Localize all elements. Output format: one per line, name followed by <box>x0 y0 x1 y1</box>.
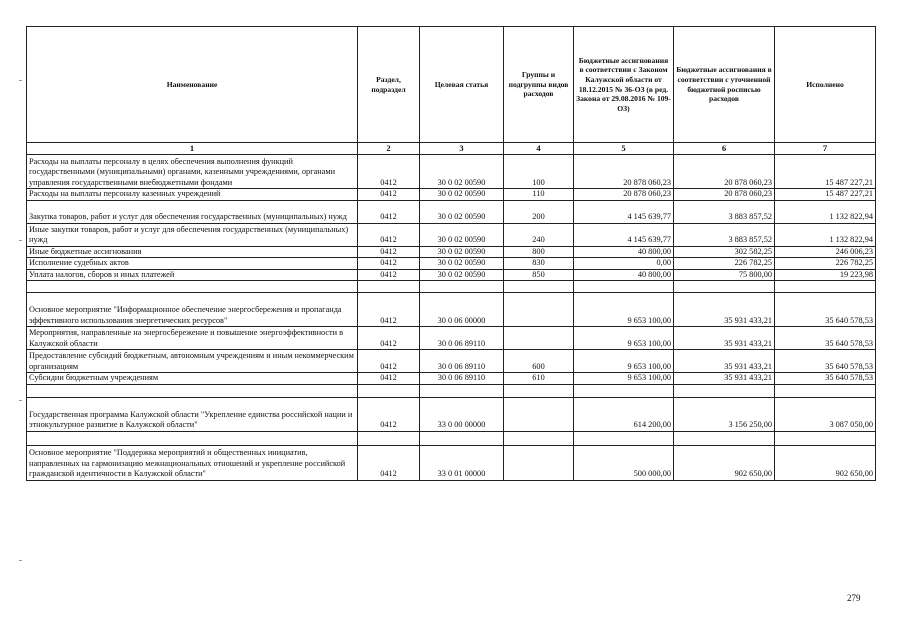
cell-budget-refined: 35 931 433,21 <box>674 293 775 327</box>
cell-name: Расходы на выплаты персоналу в целях обеспечения выполнения функций государственными (муниципальными) органами, казенными учреждениями, органами управления государственными внебюджетными фондами <box>27 155 358 189</box>
cell-executed: 35 640 578,53 <box>775 373 876 385</box>
cell-budget-refined: 3 156 250,00 <box>674 397 775 431</box>
cell-name: Основное мероприятие "Информационное обеспечение энергосбережения и пропаганда эффективного использования энергетических ресурсов" <box>27 293 358 327</box>
cell-budget-refined: 35 931 433,21 <box>674 373 775 385</box>
table-row <box>27 246 876 258</box>
cell-group: 110 <box>504 189 574 201</box>
table-row <box>27 327 876 350</box>
cell-name: Расходы на выплаты персоналу казенных учреждений <box>27 189 358 201</box>
cell-section: 0412 <box>358 293 420 327</box>
cell-executed: 226 782,25 <box>775 258 876 270</box>
cell-executed: 19 223,98 <box>775 269 876 281</box>
cell-section: 0412 <box>358 223 420 246</box>
table-body <box>27 155 876 481</box>
cell-group <box>504 397 574 431</box>
page-number: 279 <box>847 593 861 603</box>
cell-group <box>504 293 574 327</box>
cell-budget-law: 4 145 639,77 <box>574 223 674 246</box>
header-row <box>27 27 876 143</box>
cell-target: 30 0 06 00000 <box>420 293 504 327</box>
cell-target: 30 0 02 00590 <box>420 269 504 281</box>
cell-target: 30 0 02 00590 <box>420 246 504 258</box>
cell-budget-law: 20 878 060,23 <box>574 189 674 201</box>
table-row <box>27 445 876 480</box>
cell-budget-refined: 226 782,25 <box>674 258 775 270</box>
cell-executed: 1 132 822,94 <box>775 223 876 246</box>
header-target: Целевая статья <box>420 27 504 143</box>
cell-group: 100 <box>504 155 574 189</box>
cell-budget-refined: 3 883 857,52 <box>674 223 775 246</box>
cell-section: 0412 <box>358 155 420 189</box>
cell-target: 30 0 06 89110 <box>420 373 504 385</box>
spacer-row <box>27 384 876 397</box>
cell-budget-refined: 3 883 857,52 <box>674 200 775 223</box>
header-name: Наименование <box>27 27 358 143</box>
cell-executed: 15 487 227,21 <box>775 155 876 189</box>
column-number: 1 <box>27 143 358 155</box>
cell-section: 0412 <box>358 350 420 373</box>
cell-executed: 35 640 578,53 <box>775 327 876 350</box>
cell-budget-law: 500 000,00 <box>574 445 674 480</box>
cell-target: 30 0 02 00590 <box>420 200 504 223</box>
cell-budget-law: 614 200,00 <box>574 397 674 431</box>
column-number-row <box>27 143 876 155</box>
cell-budget-law: 4 145 639,77 <box>574 200 674 223</box>
cell-target: 30 0 02 00590 <box>420 155 504 189</box>
column-number: 2 <box>358 143 420 155</box>
cell-budget-refined: 302 582,25 <box>674 246 775 258</box>
column-number: 5 <box>574 143 674 155</box>
cell-budget-refined: 20 878 060,23 <box>674 155 775 189</box>
cell-budget-law: 20 878 060,23 <box>574 155 674 189</box>
cell-executed: 902 650,00 <box>775 445 876 480</box>
table-row <box>27 223 876 246</box>
table-row <box>27 293 876 327</box>
margin-mark <box>19 560 22 561</box>
table-row <box>27 200 876 223</box>
cell-group: 830 <box>504 258 574 270</box>
header-group: Группы и подгруппы видов расходов <box>504 27 574 143</box>
table-row <box>27 258 876 270</box>
header-section: Раздел, подраздел <box>358 27 420 143</box>
cell-target: 30 0 06 89110 <box>420 350 504 373</box>
cell-section: 0412 <box>358 327 420 350</box>
spacer-row <box>27 431 876 445</box>
cell-name: Уплата налогов, сборов и иных платежей <box>27 269 358 281</box>
cell-budget-law: 9 653 100,00 <box>574 373 674 385</box>
cell-group: 850 <box>504 269 574 281</box>
cell-group: 800 <box>504 246 574 258</box>
cell-group: 600 <box>504 350 574 373</box>
column-number: 3 <box>420 143 504 155</box>
table-row <box>27 269 876 281</box>
cell-executed: 246 006,23 <box>775 246 876 258</box>
cell-section: 0412 <box>358 246 420 258</box>
cell-name: Основное мероприятие "Поддержка мероприятий и общественных инициатив, направленных на гармонизацию межнациональных отношений и укрепление российской гражданской идентичности в Калужской области" <box>27 445 358 480</box>
cell-group <box>504 445 574 480</box>
cell-budget-law: 9 653 100,00 <box>574 350 674 373</box>
cell-name: Субсидии бюджетным учреждениям <box>27 373 358 385</box>
cell-budget-law: 9 653 100,00 <box>574 327 674 350</box>
spacer-row <box>27 281 876 293</box>
cell-budget-law: 40 800,00 <box>574 246 674 258</box>
cell-group: 610 <box>504 373 574 385</box>
cell-executed: 1 132 822,94 <box>775 200 876 223</box>
cell-budget-refined: 35 931 433,21 <box>674 327 775 350</box>
column-number: 6 <box>674 143 775 155</box>
cell-section: 0412 <box>358 189 420 201</box>
cell-name: Иные закупки товаров, работ и услуг для обеспечения государственных (муниципальных) нужд <box>27 223 358 246</box>
column-number: 4 <box>504 143 574 155</box>
budget-table <box>26 26 876 481</box>
cell-group: 200 <box>504 200 574 223</box>
cell-executed: 15 487 227,21 <box>775 189 876 201</box>
cell-section: 0412 <box>358 445 420 480</box>
cell-executed: 35 640 578,53 <box>775 350 876 373</box>
header-executed: Исполнено <box>775 27 876 143</box>
cell-name: Исполнение судебных актов <box>27 258 358 270</box>
cell-section: 0412 <box>358 269 420 281</box>
cell-target: 30 0 06 89110 <box>420 327 504 350</box>
cell-budget-refined: 35 931 433,21 <box>674 350 775 373</box>
cell-section: 0412 <box>358 258 420 270</box>
cell-name: Предоставление субсидий бюджетным, автономным учреждениям и иным некоммерческим организациям <box>27 350 358 373</box>
cell-group <box>504 327 574 350</box>
cell-section: 0412 <box>358 373 420 385</box>
cell-name: Иные бюджетные ассигнования <box>27 246 358 258</box>
cell-target: 33 0 01 00000 <box>420 445 504 480</box>
cell-section: 0412 <box>358 200 420 223</box>
cell-target: 30 0 02 00590 <box>420 258 504 270</box>
cell-budget-refined: 902 650,00 <box>674 445 775 480</box>
margin-mark <box>19 400 22 401</box>
table-row <box>27 350 876 373</box>
cell-name: Закупка товаров, работ и услуг для обеспечения государственных (муниципальных) нужд <box>27 200 358 223</box>
cell-name: Государственная программа Калужской области "Укрепление единства российской нации и этнокультурное развитие в Калужской области" <box>27 397 358 431</box>
table-row <box>27 397 876 431</box>
cell-target: 33 0 00 00000 <box>420 397 504 431</box>
column-number: 7 <box>775 143 876 155</box>
cell-target: 30 0 02 00590 <box>420 189 504 201</box>
cell-executed: 3 087 050,00 <box>775 397 876 431</box>
cell-budget-law: 0,00 <box>574 258 674 270</box>
table-row <box>27 155 876 189</box>
cell-budget-law: 40 800,00 <box>574 269 674 281</box>
cell-executed: 35 640 578,53 <box>775 293 876 327</box>
cell-name: Мероприятия, направленные на энергосбережение и повышение энергоэффективности в Калужской области <box>27 327 358 350</box>
table-row <box>27 189 876 201</box>
cell-budget-refined: 75 800,00 <box>674 269 775 281</box>
cell-section: 0412 <box>358 397 420 431</box>
cell-budget-refined: 20 878 060,23 <box>674 189 775 201</box>
cell-group: 240 <box>504 223 574 246</box>
cell-target: 30 0 02 00590 <box>420 223 504 246</box>
header-budget-refined: Бюджетные ассигнования в соответствии с уточненной бюджетной росписью расходов <box>674 27 775 143</box>
header-budget-law: Бюджетные ассигнования в соответствии с Законом Калужской области от 18.12.2015 № 36-ОЗ (в ред. Закона от 29.08.2016 № 109-ОЗ) <box>574 27 674 143</box>
margin-mark <box>19 240 22 241</box>
table-row <box>27 373 876 385</box>
margin-mark <box>19 80 22 81</box>
cell-budget-law: 9 653 100,00 <box>574 293 674 327</box>
